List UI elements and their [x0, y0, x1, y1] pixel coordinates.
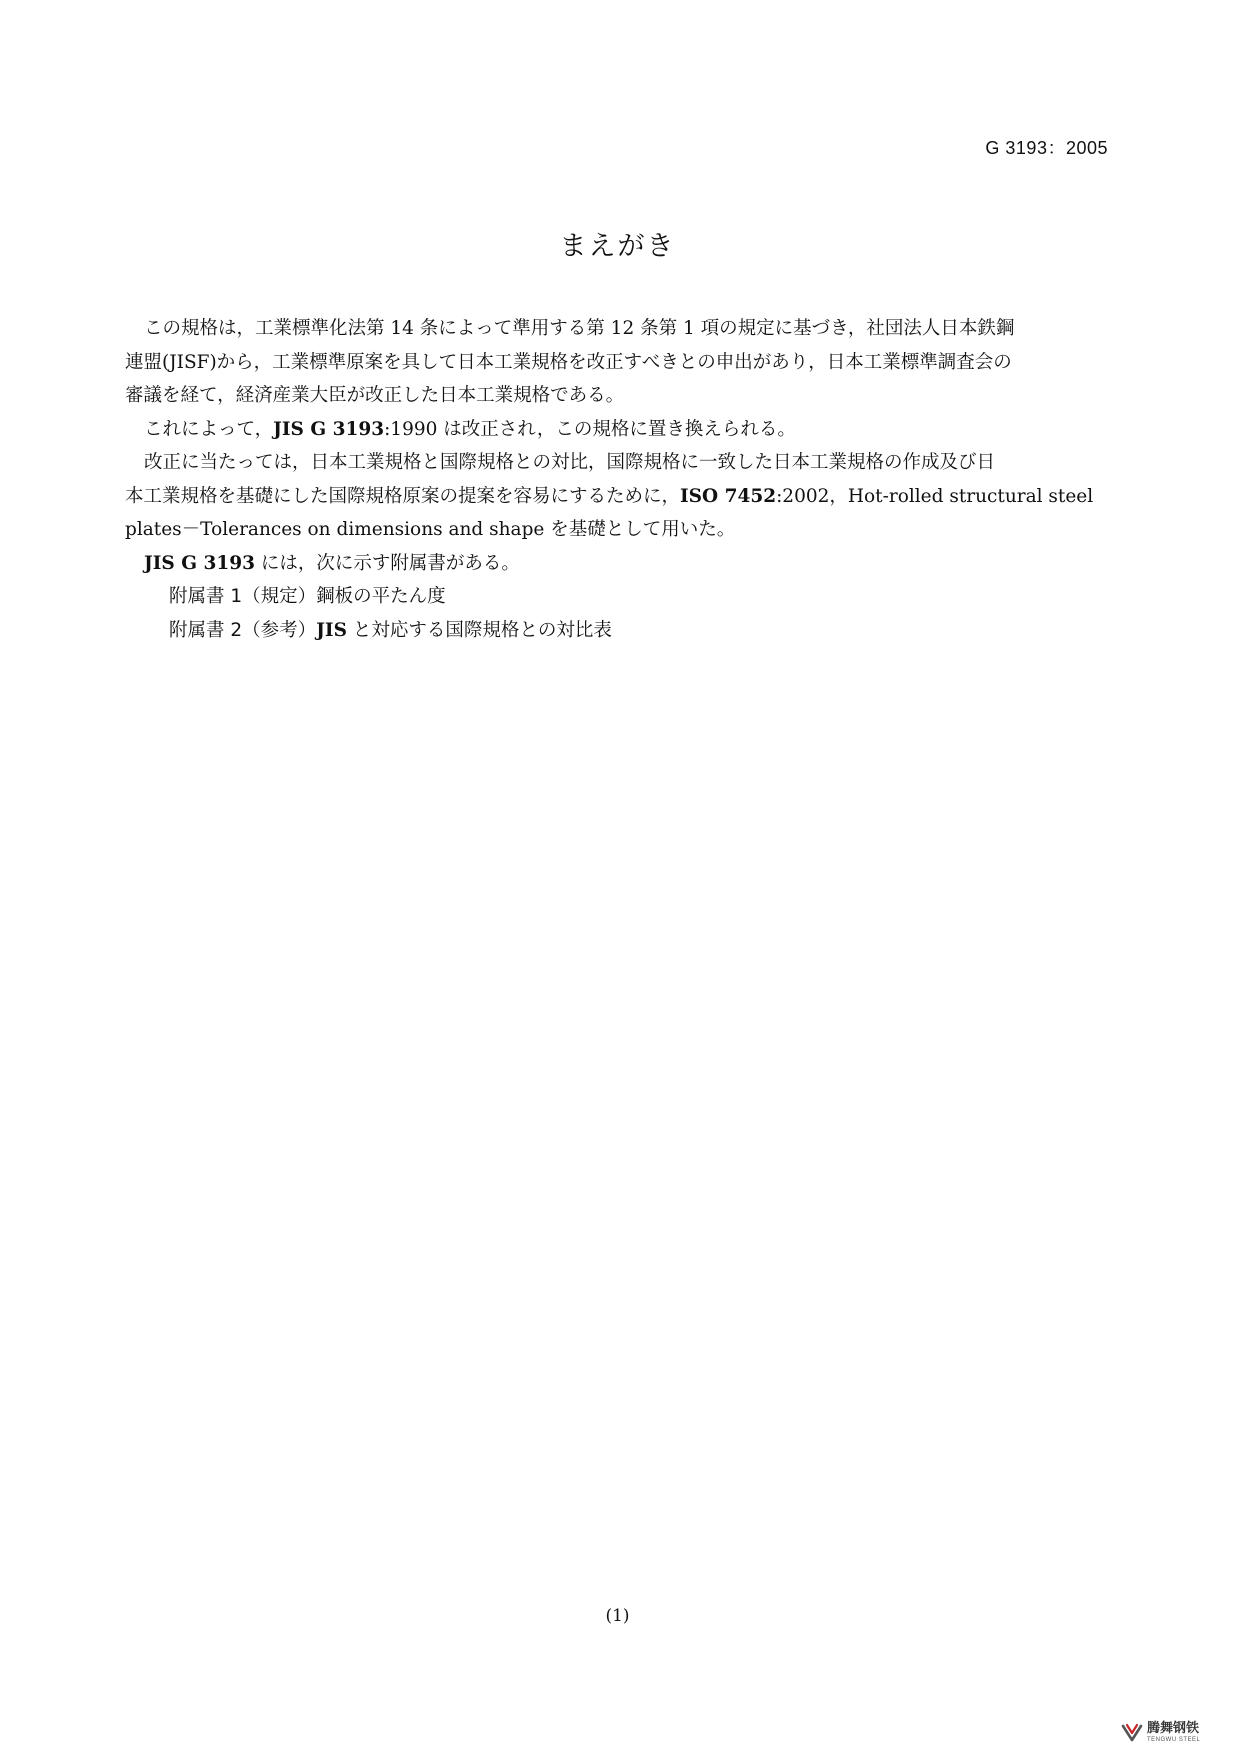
paragraph-1-line-2: 連盟(JISF)から，工業標準原案を具して日本工業規格を改正すべきとの申出があり，日本工業標準調査会の — [125, 351, 1012, 373]
annex-heading: 附属書 1（規定） — [169, 586, 317, 607]
annex-heading: 附属書 2（参考） — [169, 619, 317, 641]
foreword-body — [125, 312, 1110, 647]
document-number: G 3193：2005 — [985, 138, 1108, 158]
paragraph-2-line-1 — [125, 413, 1110, 447]
standard-reference-jis: JIS G 3193 — [144, 552, 255, 574]
standard-reference-jis: JIS G 3193 — [273, 418, 385, 440]
company-logo — [1121, 1721, 1200, 1743]
paragraph-3-line-3: plates－Tolerances on dimensions and shape を基礎として用いた。 — [125, 519, 736, 540]
annex-item — [125, 614, 1110, 648]
paragraph-3 — [125, 446, 1110, 547]
paragraph-2-text-before: これによって， — [144, 418, 274, 440]
tengwu-logo-icon — [1121, 1721, 1143, 1743]
paragraph-1-line-3: 審議を経て，経済産業大臣が改正した日本工業規格である。 — [125, 385, 625, 406]
paragraph-3-line-2 — [125, 480, 1110, 514]
annex-standard-reference: JIS — [316, 619, 347, 641]
paragraph-1 — [125, 312, 1110, 413]
paragraph-1-line-1: この規格は，工業標準化法第 14 条によって準用する第 12 条第 1 項の規定に基づき，社団法人日本鉄鋼 — [144, 318, 1015, 339]
paragraph-2-text-after: :1990 は改正され，この規格に置き換えられる。 — [384, 418, 796, 440]
page-number: (1) — [605, 1606, 630, 1626]
paragraph-2 — [125, 413, 1110, 447]
page-title: まえがき — [559, 231, 676, 262]
annex-description: 鋼板の平たん度 — [316, 586, 446, 607]
annex-item — [125, 580, 1110, 614]
logo-wordmark — [1147, 1722, 1200, 1743]
annex-description: と対応する国際規格との対比表 — [346, 619, 612, 641]
paragraph-3-line-1: 改正に当たっては，日本工業規格と国際規格との対比，国際規格に一致した日本工業規格の作成及び日 — [144, 452, 996, 473]
paragraph-4 — [125, 547, 1110, 581]
standard-reference-iso: ISO 7452 — [680, 485, 777, 507]
paragraph-3-text-before: 本工業規格を基礎にした国際規格原案の提案を容易にするために， — [125, 485, 681, 507]
paragraph-4-line-1 — [125, 547, 1110, 581]
logo-name-cn: 腾舞钢铁 — [1147, 1720, 1200, 1736]
logo-name-en: TENGWU STEEL — [1147, 1736, 1201, 1743]
paragraph-3-text-after: :2002，Hot-rolled structural steel — [776, 485, 1094, 507]
paragraph-4-text: には，次に示す附属書がある。 — [254, 552, 520, 574]
